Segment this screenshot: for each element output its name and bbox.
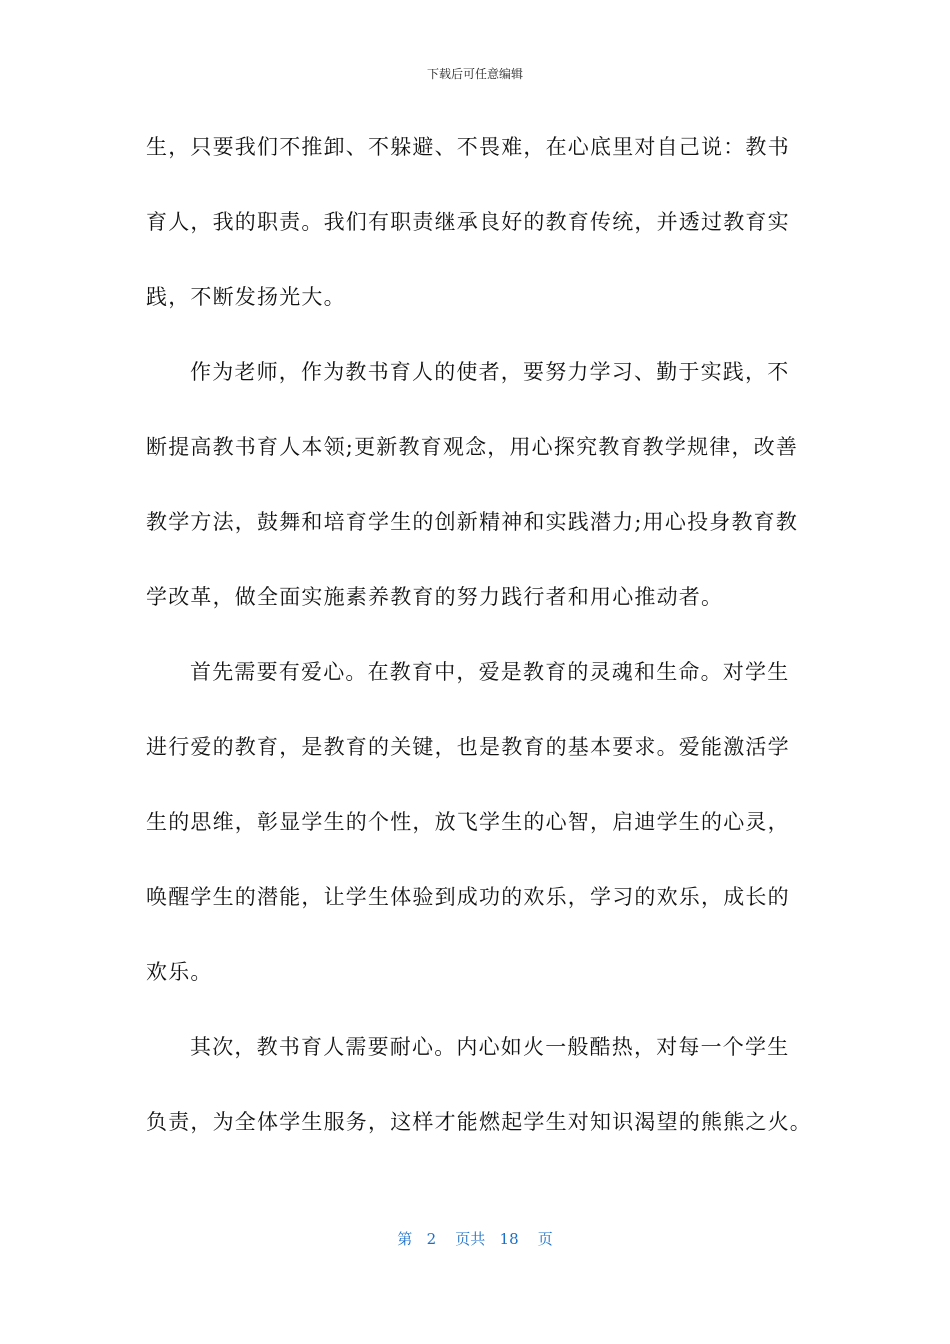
paragraph-line: 唤醒学生的潜能，让学生体验到成功的欢乐，学习的欢乐，成长的 [146,885,790,909]
page-label-prefix: 第 [397,1230,413,1248]
page-header: 下载后可任意编辑 [426,67,523,81]
page-footer [0,1229,950,1249]
document-body [146,126,812,1176]
paragraph-line: 作为老师，作为教书育人的使者，要努力学习、勤于实践，不 [190,360,790,384]
paragraph-line: 生，只要我们不推卸、不躲避、不畏难，在心底里对自己说：教书 [146,135,790,159]
total-pages-number: 18 [499,1230,519,1248]
paragraph-line: 育人，我的职责。我们有职责继承良好的教育传统，并透过教育实 [146,210,790,234]
paragraph-line: 欢乐。 [146,960,213,984]
current-page-number: 2 [426,1230,437,1248]
page-label-middle: 页共 [455,1230,486,1248]
paragraph-line: 学改革，做全面实施素养教育的努力践行者和用心推动者。 [146,585,724,609]
paragraph-line: 教学方法，鼓舞和培育学生的创新精神和实践潜力;用心投身教育教 [146,510,799,534]
paragraph-line: 首先需要有爱心。在教育中，爱是教育的灵魂和生命。对学生 [190,660,790,684]
paragraph-line: 践，不断发扬光大。 [146,285,346,309]
paragraph-line: 其次，教书育人需要耐心。内心如火一般酷热，对每一个学生 [190,1035,790,1059]
paragraph-line: 断提高教书育人本领;更新教育观念，用心探究教育教学规律，改善 [146,435,799,459]
paragraph-line: 进行爱的教育，是教育的关键，也是教育的基本要求。爱能激活学 [146,735,790,759]
paragraph-3 [146,651,806,1026]
page-label-suffix: 页 [537,1230,553,1248]
paragraph-line: 负责，为全体学生服务，这样才能燃起学生对知识渴望的熊熊之火。 [146,1110,812,1134]
paragraph-4 [146,1026,812,1176]
paragraph-line: 生的思维，彰显学生的个性，放飞学生的心智，启迪学生的心灵， [146,810,790,834]
paragraph-1 [146,126,806,351]
paragraph-2 [146,351,806,651]
